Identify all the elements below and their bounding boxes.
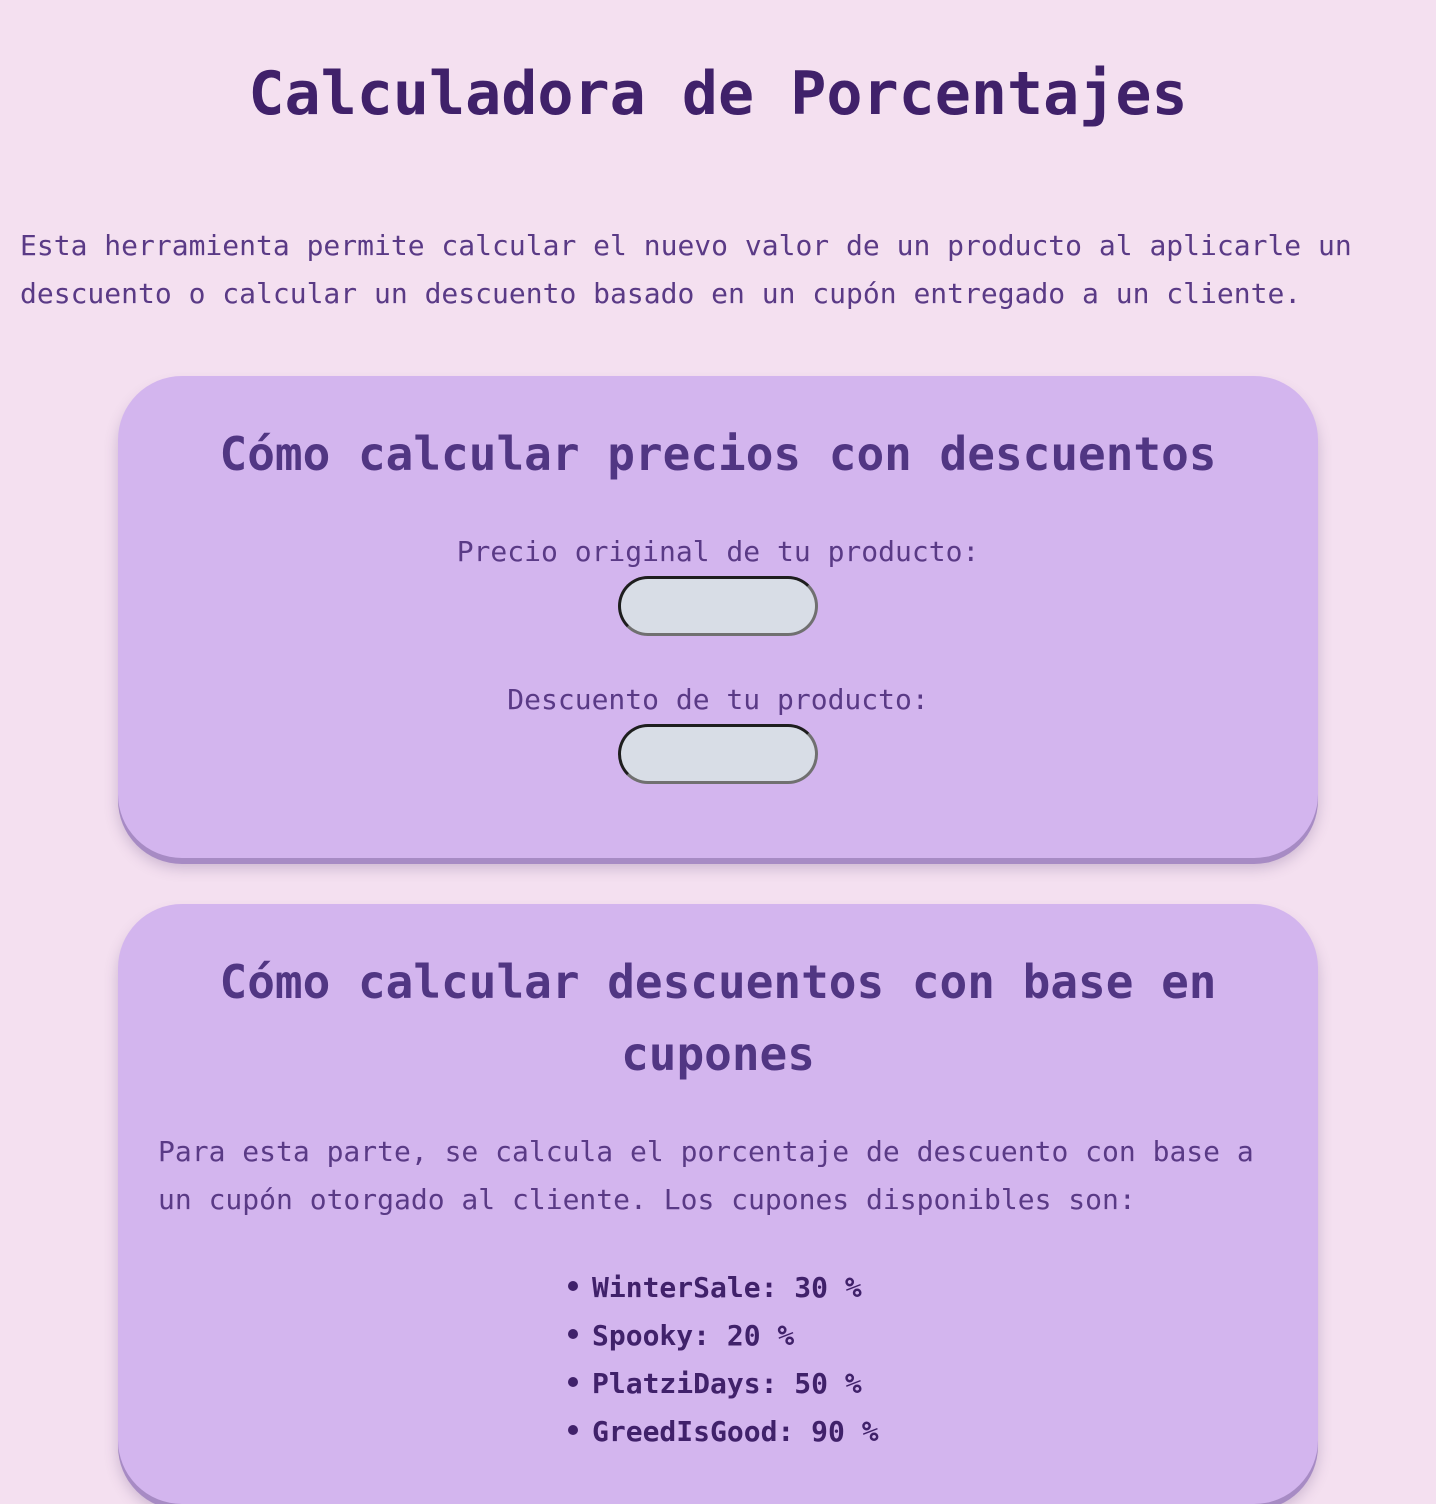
price-label: Precio original de tu producto:: [456, 535, 980, 568]
list-item: [568, 1408, 879, 1456]
bullet-icon: [568, 1329, 578, 1339]
bullet-icon: [568, 1425, 578, 1435]
list-item: [568, 1360, 879, 1408]
bullet-icon: [568, 1281, 578, 1291]
price-discount-title: Cómo calcular precios con descuentos: [219, 427, 1217, 481]
coupon-list: [568, 1264, 879, 1456]
bullet-icon: [568, 1377, 578, 1387]
coupon-label: WinterSale: 30 %: [592, 1271, 862, 1304]
coupon-label: GreedIsGood: 90 %: [592, 1415, 879, 1448]
coupon-card: [118, 904, 1318, 1504]
discount-label: Descuento de tu producto:: [507, 683, 929, 716]
price-input[interactable]: [618, 576, 818, 636]
price-discount-card: [118, 376, 1318, 858]
coupon-description: Para esta parte, se calcula el porcentaje de descuento con base a un cupón otorgado al cliente. Los cupones disponibles son:: [158, 1135, 1254, 1216]
intro-text: Esta herramienta permite calcular el nuevo valor de un producto al aplicarle un descuento o calcular un descuento basado en un cupón entregado a un cliente.: [20, 229, 1352, 310]
discount-input[interactable]: [618, 724, 818, 784]
list-item: [568, 1264, 879, 1312]
coupon-label: Spooky: 20 %: [592, 1319, 795, 1352]
page-title: Calculadora de Porcentajes: [248, 59, 1188, 129]
coupon-label: PlatziDays: 50 %: [592, 1367, 862, 1400]
coupon-title: Cómo calcular descuentos con base en cupones: [219, 955, 1217, 1081]
list-item: [568, 1312, 879, 1360]
